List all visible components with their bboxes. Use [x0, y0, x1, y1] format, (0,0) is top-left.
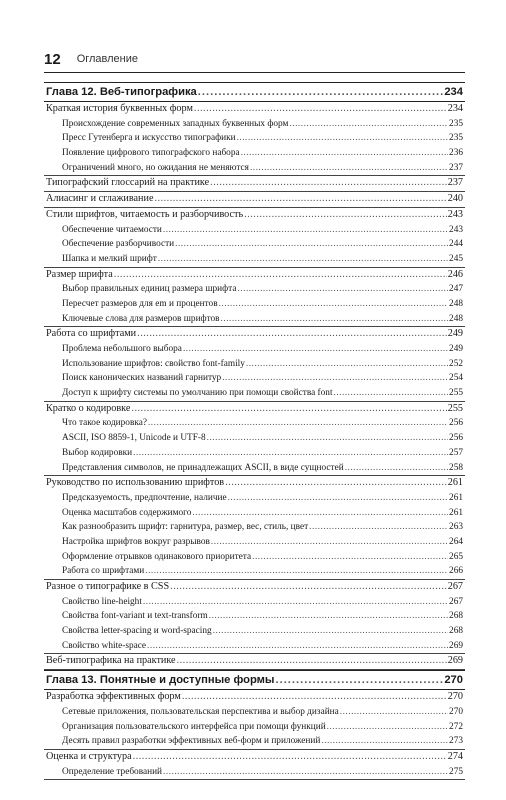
- subsection-entry-title: Поиск канонических названий гарнитур: [62, 373, 222, 384]
- dot-leader: [163, 223, 448, 238]
- dot-leader: [222, 371, 448, 386]
- dot-leader: [289, 117, 448, 132]
- subsection-entry-title: Сетевые приложения, пользовательская перспектива и выбор дизайна: [62, 706, 339, 717]
- dot-leader: [163, 765, 448, 780]
- section-block: [44, 268, 465, 328]
- dot-leader: [221, 312, 449, 327]
- dot-leader: [147, 639, 448, 654]
- dot-leader: [198, 83, 444, 101]
- section-entry-title: Стили шрифтов, читаемость и разборчивость: [46, 208, 244, 220]
- subsection-entry: [44, 223, 465, 238]
- subsection-entry-page: 270: [449, 706, 463, 717]
- running-title: Оглавление: [76, 53, 139, 65]
- dot-leader: [192, 506, 448, 521]
- dot-leader: [340, 705, 448, 720]
- subsection-entry-title: Как разнообразить шрифт: гарнитура, размер, вес, стиль, цвет: [62, 522, 309, 533]
- dot-leader: [211, 535, 448, 550]
- subsection-entry-page: 248: [449, 298, 463, 309]
- subsection-entry-title: Обеспечение разборчивости: [62, 239, 175, 250]
- subsection-entry-title: Выбор правильных единиц размера шрифта: [62, 284, 237, 295]
- subsection-entry-page: 265: [449, 551, 463, 562]
- subsection-entry-title: Появление цифрового типографского набора: [62, 148, 240, 159]
- section-entry-title: Разное о типографике в CSS: [46, 581, 170, 592]
- subsection-entry: [44, 491, 465, 506]
- subsection-entry: [44, 609, 465, 624]
- page-number: 12: [44, 50, 61, 68]
- subsection-entry-title: Оценка масштабов содержимого: [62, 507, 192, 518]
- subsection-entry-page: 267: [449, 596, 463, 607]
- subsection-entry: [44, 371, 465, 386]
- chapter-entry-title: Глава 13. Понятные и доступные формы: [46, 674, 275, 687]
- dot-leader: [225, 476, 447, 491]
- subsection-entry-page: 235: [449, 133, 463, 144]
- subsection-entry-page: 275: [449, 766, 463, 777]
- subsection-entry: [44, 431, 465, 446]
- subsection-entry-page: 257: [449, 447, 463, 458]
- subsection-entry: [44, 639, 465, 654]
- section-block: [44, 102, 465, 176]
- section-entry: [44, 268, 465, 283]
- dot-leader: [207, 431, 448, 446]
- section-entry: [44, 176, 465, 191]
- section-entry-title: Оценка и структура: [46, 750, 132, 762]
- dot-leader: [183, 342, 448, 357]
- section-entry-page: 234: [447, 103, 463, 114]
- subsection-entry-title: Свойства letter-spacing и word-spacing: [62, 626, 212, 637]
- chapter-entry: [44, 83, 465, 101]
- dot-leader: [175, 237, 448, 252]
- subsection-entry-title: Свойство white-space: [62, 640, 147, 651]
- subsection-entry-page: 268: [449, 611, 463, 622]
- section-entry: [44, 750, 465, 765]
- subsection-entry: [44, 624, 465, 639]
- subsection-entry: [44, 357, 465, 372]
- dot-leader: [219, 297, 448, 312]
- section-entry-page: 269: [447, 655, 463, 667]
- section-block: [44, 476, 465, 580]
- subsection-entry: [44, 117, 465, 132]
- subsection-entry: [44, 342, 465, 357]
- subsection-entry-title: Свойство line-height: [62, 596, 142, 607]
- section-entry: [44, 192, 465, 207]
- subsection-entry: [44, 550, 465, 565]
- section-entry: [44, 402, 465, 417]
- dot-leader: [148, 416, 448, 431]
- subsection-entry-title: Происхождение современных западных буквенных форм: [62, 118, 289, 129]
- subsection-entry-page: 261: [449, 492, 463, 503]
- section-entry-title: Типографский глоссарий на практике: [46, 177, 210, 189]
- subsection-entry: [44, 595, 465, 610]
- dot-leader: [145, 564, 448, 579]
- subsection-entry: [44, 520, 465, 535]
- subsection-entry: [44, 720, 465, 735]
- dot-leader: [252, 550, 448, 565]
- subsection-entry-title: Проблема небольшого выбора: [62, 344, 182, 354]
- dot-leader: [275, 671, 443, 689]
- section-entry-page: 261: [447, 477, 463, 489]
- subsection-entry-page: 237: [449, 162, 463, 173]
- section-entry: [44, 476, 465, 491]
- subsection-entry-title: Ключевые слова для размеров шрифтов: [62, 313, 220, 324]
- dot-leader: [321, 734, 448, 749]
- section-entry-page: 243: [447, 208, 463, 220]
- subsection-entry-page: 269: [449, 640, 463, 651]
- subsection-entry: [44, 252, 465, 267]
- subsection-entry-page: 261: [449, 507, 463, 518]
- dot-leader: [177, 654, 447, 669]
- section-block: [44, 750, 465, 780]
- section-block: [44, 580, 465, 654]
- dot-leader: [237, 131, 448, 146]
- dot-leader: [137, 327, 447, 342]
- dot-leader: [194, 102, 447, 117]
- subsection-entry-title: Доступ к шрифту системы по умолчанию при помощи свойства font: [62, 388, 333, 399]
- section-entry-title: Краткая история буквенных форм: [46, 103, 193, 114]
- subsection-entry-title: Выбор кодировки: [62, 447, 133, 458]
- subsection-entry-page: 273: [449, 736, 463, 747]
- subsection-entry-page: 258: [449, 462, 463, 473]
- subsection-entry: [44, 237, 465, 252]
- subsection-entry-page: 255: [449, 388, 463, 399]
- section-entry-page: 267: [447, 581, 463, 592]
- subsection-entry-title: Обеспечение читаемости: [62, 224, 162, 235]
- subsection-entry: [44, 535, 465, 550]
- subsection-entry: [44, 734, 465, 749]
- dot-leader: [327, 720, 448, 735]
- section-entry-page: 249: [447, 328, 463, 340]
- section-block: [44, 402, 465, 476]
- section-entry-page: 270: [447, 691, 463, 703]
- section-block: [44, 327, 465, 401]
- section-entry: [44, 580, 465, 595]
- subsection-entry-title: Организация пользовательского интерфейса при помощи функций: [62, 721, 326, 732]
- subsection-entry-page: 272: [449, 721, 463, 732]
- subsection-entry: [44, 506, 465, 521]
- subsection-entry-title: Представления символов, не принадлежащих ASCII, в виде сущностей: [62, 462, 344, 473]
- subsection-entry-title: Настройка шрифтов вокруг разрывов: [62, 536, 210, 547]
- section-entry: [44, 690, 465, 705]
- dot-leader: [228, 491, 448, 506]
- subsection-entry-page: 263: [449, 522, 463, 533]
- dot-leader: [182, 690, 447, 705]
- section-entry: [44, 208, 465, 223]
- subsection-entry: [44, 461, 465, 476]
- subsection-entry: [44, 564, 465, 579]
- section-entry-page: 237: [447, 177, 463, 189]
- dot-leader: [309, 520, 448, 535]
- dot-leader: [209, 609, 448, 624]
- subsection-entry-page: 248: [449, 313, 463, 324]
- subsection-entry: [44, 386, 465, 401]
- dot-leader: [133, 446, 448, 461]
- subsection-entry-title: Ограничений много, но ожидания не меняются: [62, 162, 249, 173]
- subsection-entry-page: 244: [449, 239, 463, 250]
- dot-leader: [250, 161, 448, 176]
- subsection-entry: [44, 446, 465, 461]
- subsection-entry-page: 256: [449, 418, 463, 429]
- dot-leader: [131, 402, 446, 417]
- dot-leader: [241, 146, 448, 161]
- section-entry-title: Разработка эффективных форм: [46, 691, 181, 703]
- subsection-entry-title: Предсказуемость, предпочтение, наличие: [62, 492, 227, 503]
- section-entry-title: Работа со шрифтами: [46, 328, 137, 340]
- dot-leader: [170, 580, 447, 595]
- header-rule: [44, 72, 465, 73]
- dot-leader: [154, 192, 446, 207]
- section-entry-page: 274: [447, 750, 463, 762]
- subsection-entry: [44, 282, 465, 297]
- dot-leader: [213, 624, 448, 639]
- subsection-entry: [44, 161, 465, 176]
- subsection-entry-title: Работа со шрифтами: [62, 566, 145, 577]
- subsection-entry-page: 254: [449, 373, 463, 384]
- subsection-entry: [44, 416, 465, 431]
- section-entry: [44, 327, 465, 342]
- subsection-entry: [44, 312, 465, 327]
- subsection-entry-page: 264: [449, 536, 463, 547]
- chapter-entry-title: Глава 12. Веб-типографика: [46, 86, 197, 98]
- section-block: [44, 690, 465, 750]
- dot-leader: [143, 595, 448, 610]
- section-entry: [44, 654, 465, 669]
- subsection-entry-title: Десять правил разработки эффективных веб-форм и приложений: [62, 736, 321, 747]
- running-header: [44, 48, 465, 70]
- dot-leader: [334, 386, 449, 401]
- section-block: [44, 192, 465, 208]
- subsection-entry-page: 249: [449, 344, 463, 354]
- subsection-entry-title: Шапка и мелкий шрифт: [62, 253, 157, 264]
- subsection-entry-title: ASCII, ISO 8859-1, Unicode и UTF-8: [62, 433, 206, 444]
- section-block: [44, 208, 465, 268]
- dot-leader: [244, 208, 447, 223]
- section-entry-title: Размер шрифта: [46, 268, 113, 280]
- subsection-entry-title: Оформление отрывков одинакового приоритета: [62, 551, 252, 562]
- subsection-entry: [44, 705, 465, 720]
- dot-leader: [246, 357, 448, 372]
- section-entry: [44, 102, 465, 117]
- subsection-entry-title: Пересчет размеров для em и процентов: [62, 298, 218, 309]
- chapter-entry-page: 234: [444, 86, 463, 98]
- subsection-entry-page: 235: [449, 118, 463, 129]
- subsection-entry: [44, 131, 465, 146]
- subsection-entry-title: Что такое кодировка?: [62, 418, 147, 429]
- subsection-entry-page: 245: [449, 253, 463, 264]
- subsection-entry: [44, 297, 465, 312]
- subsection-entry-page: 243: [449, 224, 463, 235]
- subsection-entry-title: Пресс Гутенберга и искусство типографики: [62, 133, 236, 144]
- subsection-entry-title: Определение требований: [62, 766, 163, 777]
- dot-leader: [237, 282, 448, 297]
- chapter-block: [44, 82, 465, 102]
- subsection-entry-page: 268: [449, 626, 463, 637]
- table-of-contents: [44, 82, 465, 780]
- subsection-entry-page: 236: [449, 148, 463, 159]
- dot-leader: [114, 268, 447, 283]
- subsection-entry-page: 266: [449, 566, 463, 577]
- subsection-entry-title: Свойства font-variant и text-transform: [62, 611, 208, 622]
- section-entry-page: 240: [447, 193, 463, 205]
- subsection-entry: [44, 146, 465, 161]
- section-block: [44, 654, 465, 670]
- subsection-entry-page: 247: [449, 284, 463, 295]
- section-entry-title: Алиасинг и сглаживание: [46, 193, 154, 205]
- section-entry-title: Руководство по использованию шрифтов: [46, 477, 225, 489]
- dot-leader: [210, 176, 447, 191]
- section-block: [44, 176, 465, 192]
- subsection-entry: [44, 765, 465, 780]
- dot-leader: [345, 461, 448, 476]
- chapter-block: [44, 670, 465, 690]
- section-entry-title: Кратко о кодировке: [46, 402, 131, 414]
- chapter-entry: [44, 671, 465, 689]
- section-entry-title: Веб-типографика на практике: [46, 655, 176, 667]
- dot-leader: [133, 750, 447, 765]
- subsection-entry-title: Использование шрифтов: свойство font-family: [62, 358, 245, 369]
- section-entry-page: 246: [447, 268, 463, 280]
- subsection-entry-page: 256: [449, 433, 463, 444]
- section-entry-page: 255: [447, 402, 463, 414]
- subsection-entry-page: 252: [449, 358, 463, 369]
- dot-leader: [158, 252, 448, 267]
- chapter-entry-page: 270: [444, 674, 463, 687]
